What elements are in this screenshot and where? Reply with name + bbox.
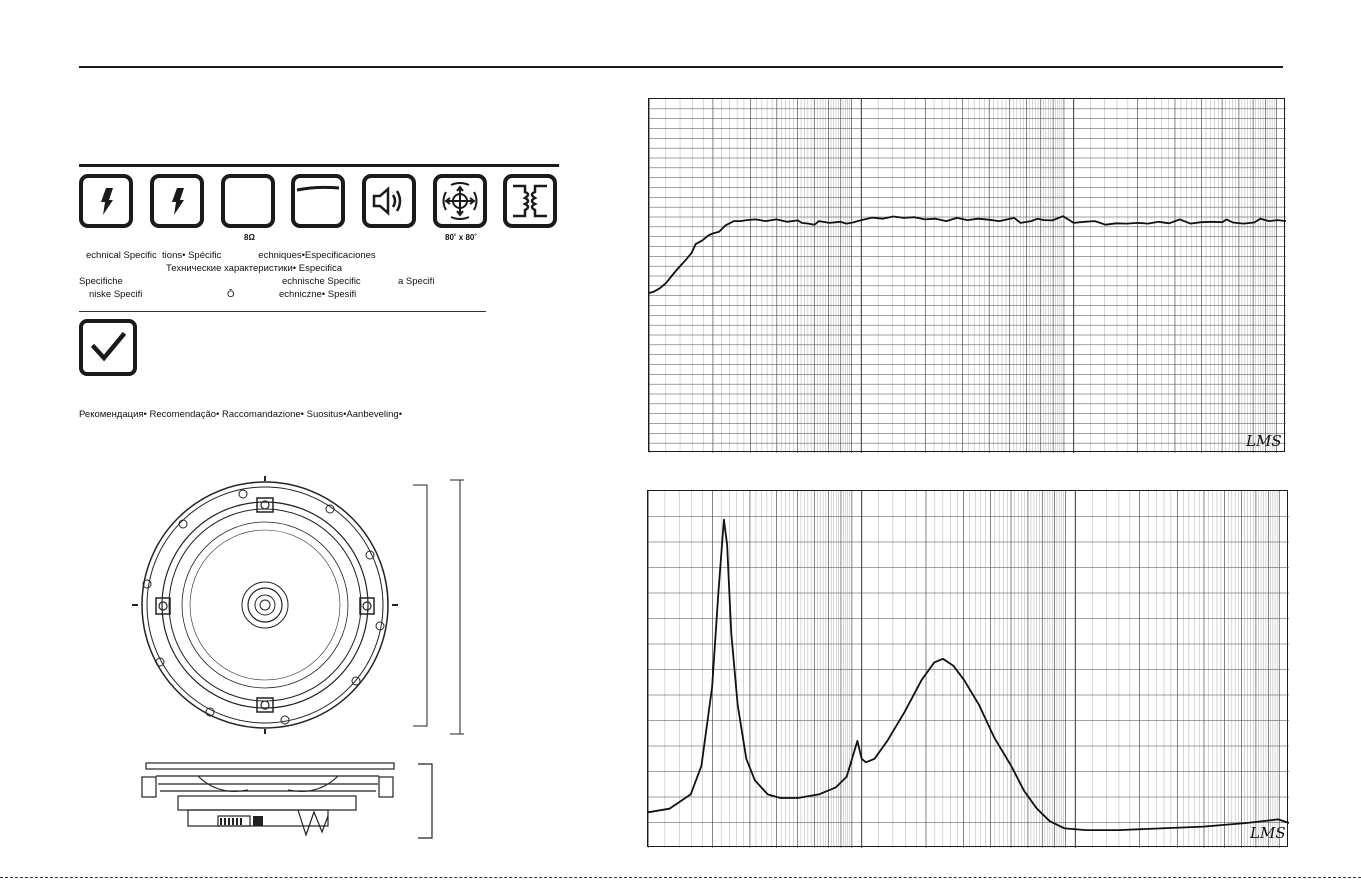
top-rule <box>79 66 1283 68</box>
response-curve <box>649 216 1286 293</box>
dispersion-icon <box>433 174 487 228</box>
impedance-chart <box>647 490 1288 847</box>
spec-heading-line: echnische Specific <box>282 276 361 287</box>
spec-heading-line: a Specifi <box>398 276 435 287</box>
power-rms-icon <box>150 174 204 228</box>
spec-heading-line: echniczne• Spesifi <box>279 289 357 300</box>
impedance-caption: 8Ω <box>244 233 255 242</box>
spec-heading-line: Õ <box>227 289 235 300</box>
separator-line <box>79 311 486 312</box>
recommendation-text: Рекомендация• Recomendação• Raccomandazione• Suositus•Aanbeveling• <box>79 409 403 420</box>
impedance-plot <box>648 491 1289 848</box>
spec-heading-line: Технические характеристики• Especifica <box>166 263 343 274</box>
spec-icon-row <box>79 174 561 244</box>
impedance-icon <box>221 174 275 228</box>
icon-rule <box>79 164 559 167</box>
frequency-response-plot <box>649 99 1286 453</box>
speaker-side-drawing <box>138 760 438 842</box>
spec-heading-line: echnical Specific tions• Spécific echniques•Especificaciones <box>86 250 376 261</box>
bottom-dashed-rule <box>0 877 1361 878</box>
transformer-icon <box>503 174 557 228</box>
sensitivity-icon <box>362 174 416 228</box>
lms-watermark: LMS <box>1250 824 1286 842</box>
power-peak-icon <box>79 174 133 228</box>
frequency-response-chart <box>648 98 1285 452</box>
spec-heading-line: niske Specifi <box>89 289 143 300</box>
lms-watermark: LMS <box>1246 432 1282 450</box>
spec-heading-line: Specifiche <box>79 276 123 287</box>
response-curve <box>648 520 1289 831</box>
speaker-front-drawing <box>130 476 470 746</box>
dispersion-caption: 80˚ x 80˚ <box>445 233 478 242</box>
frequency-range-icon <box>291 174 345 228</box>
checkmark-icon <box>79 319 137 376</box>
